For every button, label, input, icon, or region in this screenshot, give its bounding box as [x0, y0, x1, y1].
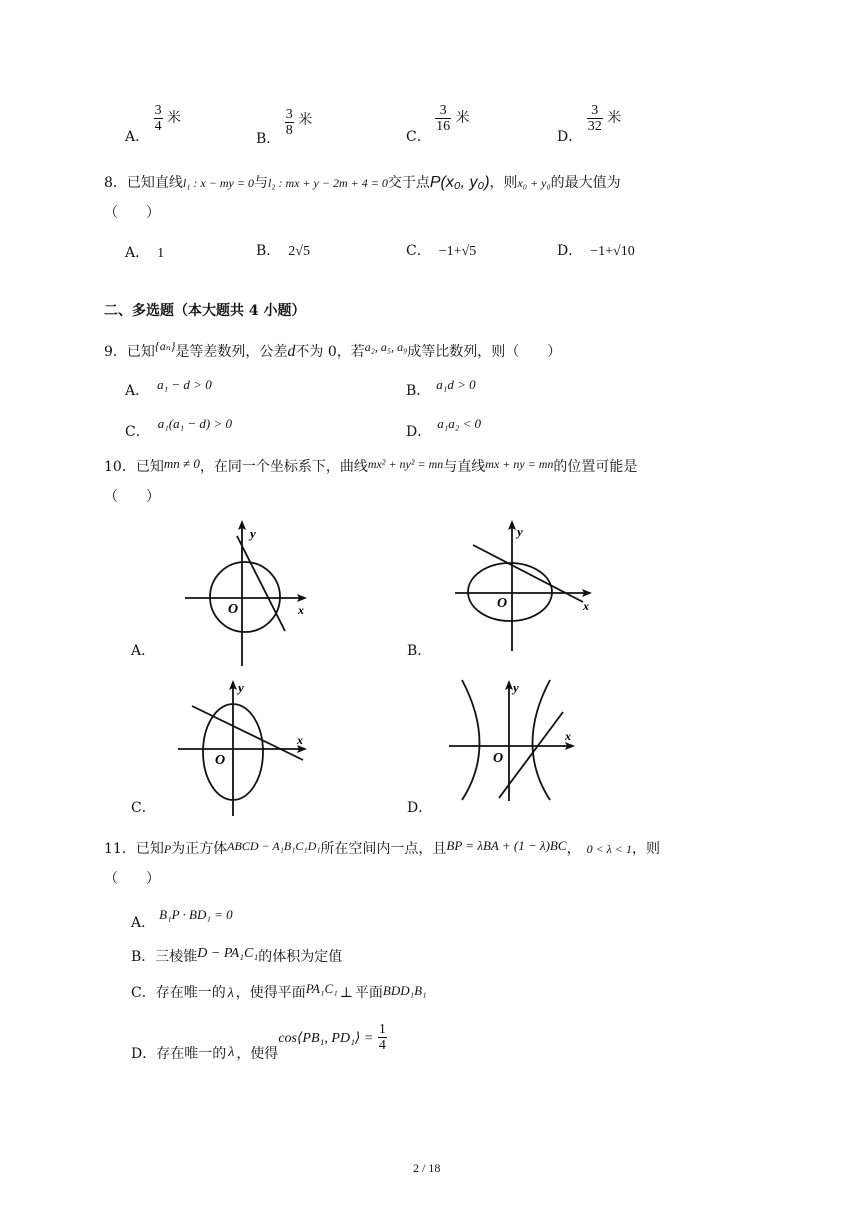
q11-point: P — [163, 842, 172, 856]
q9-option-a: A． a₁ − d > 0 — [125, 377, 212, 399]
q7-option-b-unit: 米 — [298, 111, 313, 128]
origin-label: O — [228, 602, 239, 617]
q11-option-d: D．存在唯一的 λ ，使得cos⟨PB₁, PD₁⟩ = $\frac{1}{4}$ — [131, 1022, 386, 1062]
q7-option-b-label: B． — [256, 130, 281, 147]
q8-line2: l₂ : mx + y − 2m + 4 = 0 — [267, 176, 388, 190]
q10-curve: mx² + ny² = mn — [367, 457, 444, 471]
x-label: x — [583, 599, 589, 613]
q8-option-b: B． 2√5 — [256, 243, 310, 259]
graph-b — [445, 516, 615, 656]
graph-c — [170, 676, 320, 821]
q8-mid3: ，则 — [489, 175, 518, 191]
q9-sequence: {aₙ} — [154, 339, 176, 353]
x-label: x — [297, 733, 303, 747]
q10-condition: mn ≠ 0 — [163, 456, 200, 471]
q10-line: mx + ny = mn — [485, 457, 554, 471]
q7-option-a-fraction: $\frac{3}{4}$ — [154, 103, 162, 134]
q9-stem: 9．已知{aₙ}是等差数列，公差d不为 0，若a₂, a₅, a₉成等比数列，则（ ） — [104, 339, 562, 360]
q11-cube: ABCD − A₁B₁C₁D₁ — [227, 839, 321, 853]
q7-option-c-label: C． — [406, 128, 431, 145]
q11-stem: 11．已知P为正方体ABCD − A₁B₁C₁D₁所在空间内一点，且BP = λBA + (1 − λ)BC， 0 < λ < 1，则 — [104, 838, 660, 857]
y-label: y — [250, 526, 256, 541]
ellipse-curve — [468, 563, 552, 621]
q9-terms: a₂, a₅, a₉ — [364, 340, 408, 354]
q9-option-b: B． a₁d > 0 — [406, 377, 476, 399]
q8-prefix: 8．已知直线 — [104, 175, 183, 191]
q9-option-c: C．a₁(a₁ − d) > 0 — [125, 416, 232, 440]
hyperbola-left-branch — [462, 680, 480, 800]
q7-option-a-label: A． — [125, 128, 150, 145]
q7-option-a — [125, 103, 182, 145]
q11-vector-equation: BP = λBA + (1 − λ)BC — [446, 838, 567, 853]
q11-option-b: B．三棱锥D − PA₁C₁的体积为定值 — [131, 946, 343, 965]
x-label: x — [565, 729, 571, 743]
y-label: y — [517, 524, 523, 539]
q9-option-d: D．a₁a₂ < 0 — [406, 416, 482, 440]
graph-a-label: A． — [131, 643, 156, 659]
q7-option-b-fraction: $\frac{3}{8}$ — [285, 107, 293, 138]
section-title: 二、多选题（本大题共 4 小题） — [104, 303, 306, 319]
x-label: x — [298, 603, 304, 617]
q11-paren: （ ） — [104, 871, 160, 887]
q10-stem: 10．已知mn ≠ 0，在同一个坐标系下，曲线mx² + ny² = mn与直线mx + ny = mn的位置可能是 — [104, 456, 638, 475]
graph-d-label: D． — [407, 800, 433, 816]
q7-option-a-unit: 米 — [167, 109, 182, 126]
q7-option-d-fraction: $\frac{3}{32}$ — [587, 103, 602, 134]
q7-option-d-label: D． — [557, 128, 583, 145]
graph-d — [445, 676, 585, 806]
q10-paren: （ ） — [104, 489, 160, 505]
line — [192, 706, 303, 760]
q8-stem — [104, 172, 621, 192]
origin-label: O — [215, 753, 226, 768]
q8-mid1: 与 — [253, 175, 268, 191]
q8-suffix: 的最大值为 — [550, 175, 621, 191]
q7-option-b — [256, 107, 313, 147]
graph-c-label: C． — [131, 800, 156, 816]
q8-paren: （ ） — [104, 205, 160, 221]
q8-line1: l₁ : x − my = 0 — [182, 176, 254, 190]
y-label: y — [238, 680, 244, 695]
origin-label: O — [493, 751, 504, 766]
q8-option-c: C． −1+√5 — [406, 243, 477, 259]
q8-option-a: A． 1 — [125, 245, 165, 261]
q7-option-c-unit: 米 — [455, 109, 470, 126]
origin-label: O — [497, 596, 508, 611]
q7-option-d — [557, 103, 622, 145]
graph-a — [175, 516, 335, 676]
page-number: 2 / 18 — [413, 1161, 441, 1175]
q11-option-a: A．B₁P · BD₁ = 0 — [131, 907, 233, 931]
q11-option-c: C．存在唯一的 λ ，使得平面PA₁C₁ ⊥ 平面BDD₁B₁ — [131, 981, 427, 1001]
q9-d: d — [287, 343, 296, 360]
q8-option-d: D． −1+√10 — [557, 243, 635, 259]
q11-option-d-fraction: $\frac{1}{4}$ — [378, 1022, 386, 1053]
y-label: y — [513, 680, 519, 695]
graph-b-label: B． — [407, 643, 432, 659]
q7-option-c — [406, 103, 470, 145]
q8-expr: x₀ + y₀ — [517, 176, 551, 190]
q8-point: P(x₀, y₀) — [429, 174, 490, 191]
q8-mid2: 交于点 — [387, 175, 430, 191]
q7-option-d-unit: 米 — [607, 109, 622, 126]
circle-curve — [210, 562, 280, 632]
q11-range: 0 < λ < 1 — [586, 842, 632, 856]
q7-option-c-fraction: $\frac{3}{16}$ — [436, 103, 451, 134]
